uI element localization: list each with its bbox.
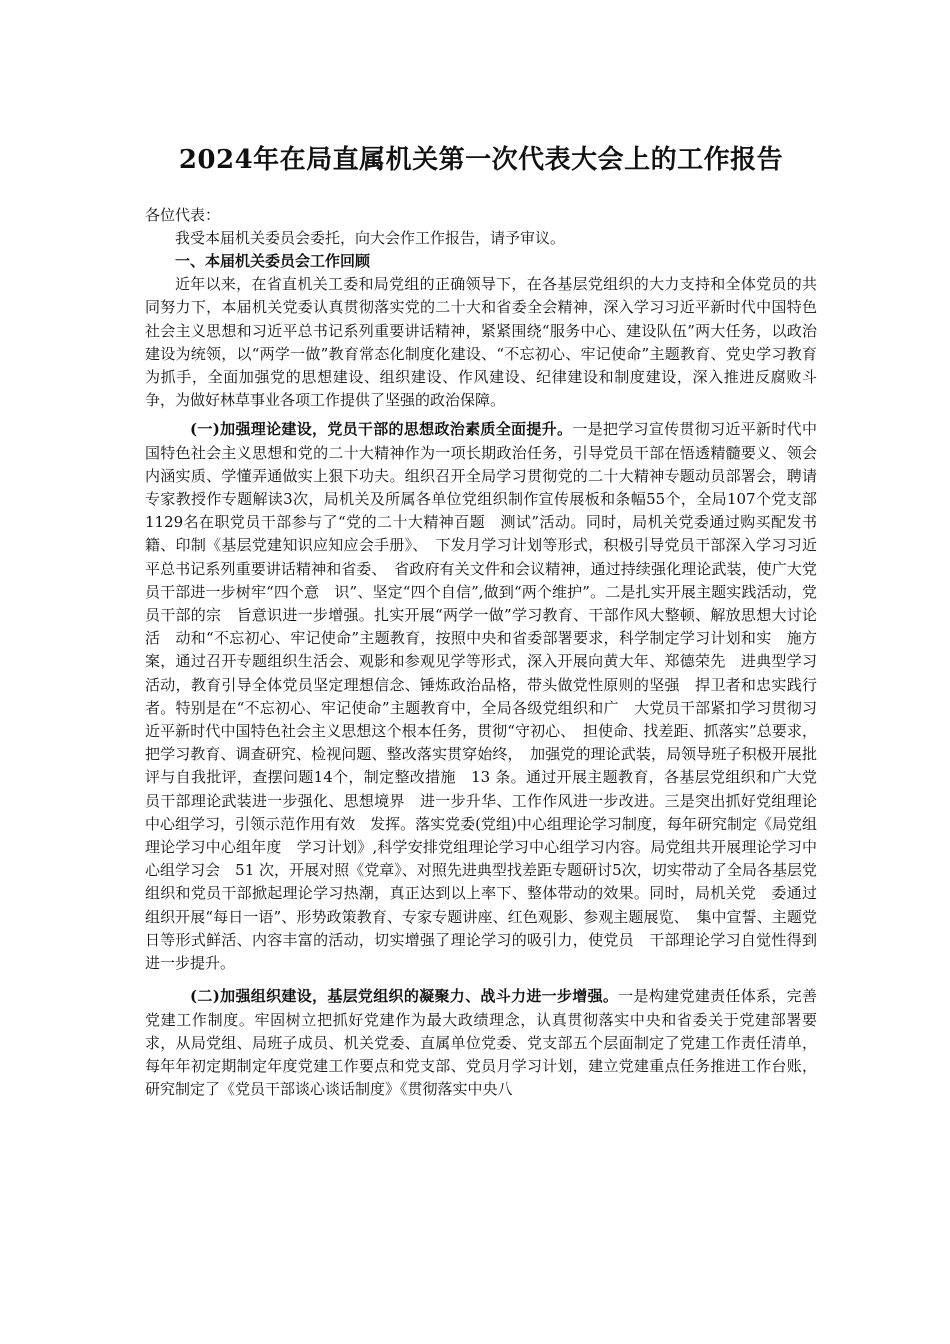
- salutation: 各位代表：: [145, 206, 221, 224]
- document-title: 2024年在局直属机关第一次代表大会上的工作报告: [178, 145, 784, 175]
- intro-paragraph: 我受本届机关委员会委托，向大会作工作报告，请予审议。: [175, 229, 566, 247]
- subsection-heading-2: (二)加强组织建设，基层党组织的凝聚力、战斗力进一步增强。: [190, 987, 619, 1006]
- subsection-1-paragraph: [145, 418, 833, 975]
- subsection-2-body: 一是构建党建责任体系，完善党建工作制度。牢固树立把抓好党建作为最大政绩理念，认真贯彻落实中央和省委关于党建部署要求，从局党组、局班子成员、机关党委、直属单位党委、党支部五个层面制定了党建工作责任清单，每年年初定期制定年度党建工作要点和党支部、党员月学习计划，建立党建重点任务推进工作台账，研究制定了《党员干部谈心谈话制度》《贯彻落实中央八: [145, 987, 817, 1099]
- subsection-1-body: 一是把学习宣传贯彻习近平新时代中国特色社会主义思想和党的二十大精神作为一项长期政治任务，引导党员干部在悟透精髓要义、领会内涵实质、学懂弄通做实上狠下功夫。组织召开全局学习贯彻党的二十大精神专题动员部署会，聘请专家教授作专题解读3次，局机关及所属各单位党组织制作宣传展板和条幅55个，全局107个党支部1129名在职党员干部参与了“党的二十大精神百题 测试”活动。同时，局机关党委通过购买配发书籍、印制《基层党建知识应知应会手册》、 下发月学习计划等形式，积极引导党员干部深入学习习近平总书记系列重要讲话精神和省委、 省政府有关文件和会议精神，通过持续强化理论武装，使广大党员干部进一步树牢“四个意 识”、坚定“四个自信”,做到“两个维护”。二是扎实开展主题实践活动，党员干部的宗 旨意识进一步增强。扎实开展“两学一做”学习教育、干部作风大整顿、解放思想大讨论活 动和“不忘初心、牢记使命”主题教育，按照中央和省委部署要求，科学制定学习计划和实 施方案，通过召开专题组织生活会、观影和参观见学等形式，深入开展向黄大年、郑德荣先 进典型学习活动，教育引导全体党员坚定理想信念、锤炼政治品格，带头做党性原则的坚强 捍卫者和忠实践行者。特别是在“不忘初心、牢记使命”主题教育中，全局各级党组织和广 大党员干部紧扣学习贯彻习近平新时代中国特色社会主义思想这个根本任务，贯彻“守初心、 担使命、找差距、抓落实”总要求，把学习教育、调查研究、检视问题、整改落实贯穿始终， 加强党的理论武装，局领导班子积极开展批评与自我批评，查摆问题14个，制定整改措施 13 条。通过开展主题教育，各基层党组织和广大党员干部理论武装进一步强化、思想境界 进一步升华、工作作风进一步改进。三是突出抓好党组理论中心组学习，引领示范作用有效 发挥。落实党委(党组)中心组理论学习制度，每年研究制定《局党组理论学习中心组年度 学习计划》,科学安排党组理论学习中心组学习内容。局党组共开展理论学习中心组学习会 51 次，开展对照《党章》、对照先进典型找差距专题研讨5次，切实带动了全局各基层党 组织和党员干部掀起理论学习热潮，真正达到以上率下、整体带动的效果。同时，局机关党 委通过组织开展“每日一语”、形势政策教育、专家专题讲座、红色观影、参观主题展览、 集中宣誓、主题党日等形式鲜活、内容丰富的活动，切实增强了理论学习的吸引力，使党员 干部理论学习自觉性得到进一步提升。: [145, 420, 833, 973]
- section-heading-1: 一、本届机关委员会工作回顾: [175, 252, 371, 271]
- subsection-heading-1: (一)加强理论建设，党员干部的思想政治素质全面提升。: [190, 420, 573, 439]
- section-1-intro-paragraph: 近年以来，在省直机关工委和局党组的正确领导下，在各基层党组织的大力支持和全体党员的共同努力下，本届机关党委认真贯彻落实党的二十大和省委全会精神，深入学习习近平新时代中国特色社会主义思想和习近平总书记系列重要讲话精神，紧紧围绕“服务中心、建设队伍”两大任务，以政治建设为统领，以“两学一做”教育常态化制度化建设、“不忘初心、牢记使命”主题教育、党史学习教育为抓手，全面加强党的思想建设、组织建设、作风建设、纪律建设和制度建设，深入推进反腐败斗争，为做好林草事业各项工作提供了坚强的政治保障。: [145, 275, 817, 410]
- document-page: [145, 140, 833, 1101]
- subsection-2-paragraph: [145, 985, 817, 1101]
